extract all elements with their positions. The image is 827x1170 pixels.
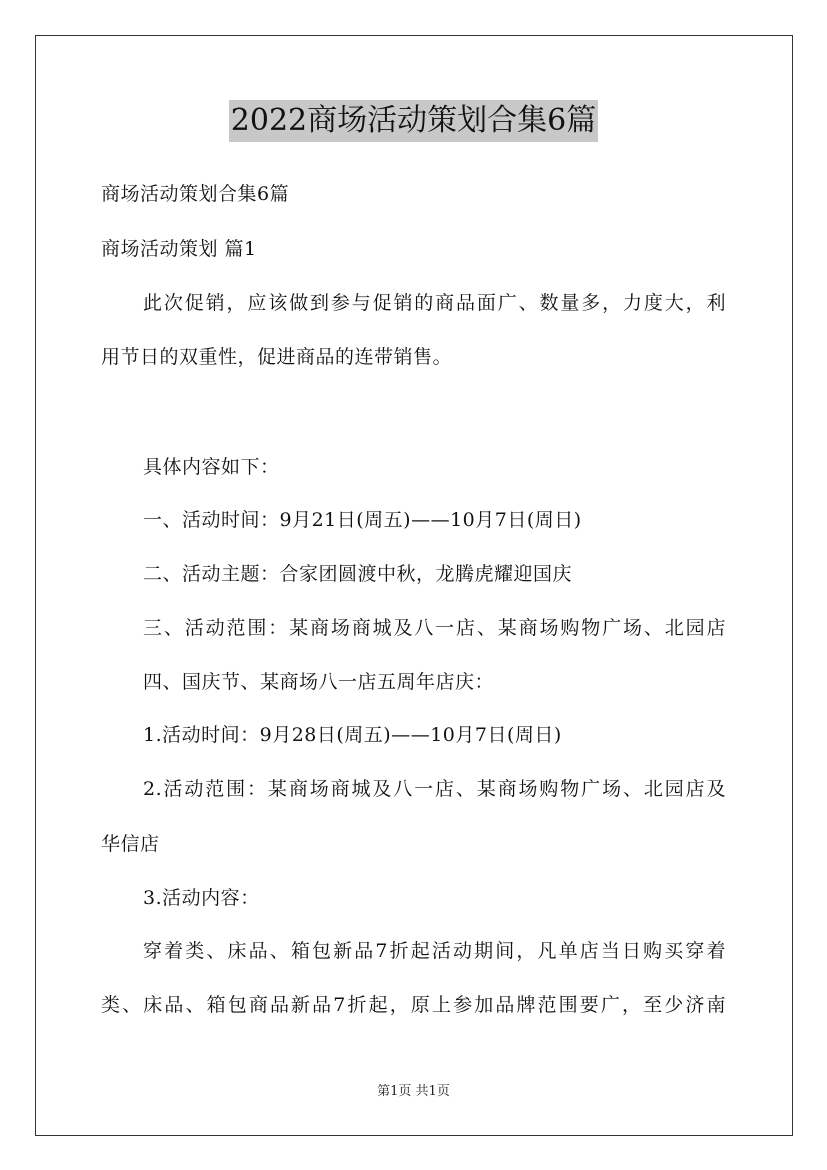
subtitle-line: 商场活动策划合集6篇 [101,183,290,205]
paragraph-line: 类、床品、箱包商品新品7折起，原上参加品牌范围要广，至少济南 [101,994,726,1016]
section-heading: 商场活动策划 篇1 [101,238,257,260]
title-container [0,100,827,142]
paragraph-line: 具体内容如下： [143,456,280,478]
paragraph-line: 此次促销，应该做到参与促销的商品面广、数量多，力度大，利 [143,292,726,314]
list-item: 3.活动内容： [143,887,260,909]
paragraph-line: 穿着类、床品、箱包新品7折起活动期间，凡单店当日购买穿着 [143,940,726,962]
list-item: 1.活动时间：9月28日(周五)——10月7日(周日) [143,724,562,746]
list-item: 四、国庆节、某商场八一店五周年店庆： [143,671,495,693]
list-item: 一、活动时间：9月21日(周五)——10月7日(周日) [143,509,582,531]
paragraph-line: 用节日的双重性，促进商品的连带销售。 [101,346,453,368]
page-footer: 第1页 共1页 [377,1084,450,1099]
list-item: 2.活动范围：某商场商城及八一店、某商场购物广场、北园店及 [143,778,726,800]
list-item: 二、活动主题：合家团圆渡中秋，龙腾虎耀迎国庆 [143,563,573,585]
list-item: 三、活动范围：某商场商城及八一店、某商场购物广场、北园店 [143,617,726,639]
paragraph-line: 华信店 [101,833,160,855]
document-title: 2022商场活动策划合集6篇 [229,100,598,142]
